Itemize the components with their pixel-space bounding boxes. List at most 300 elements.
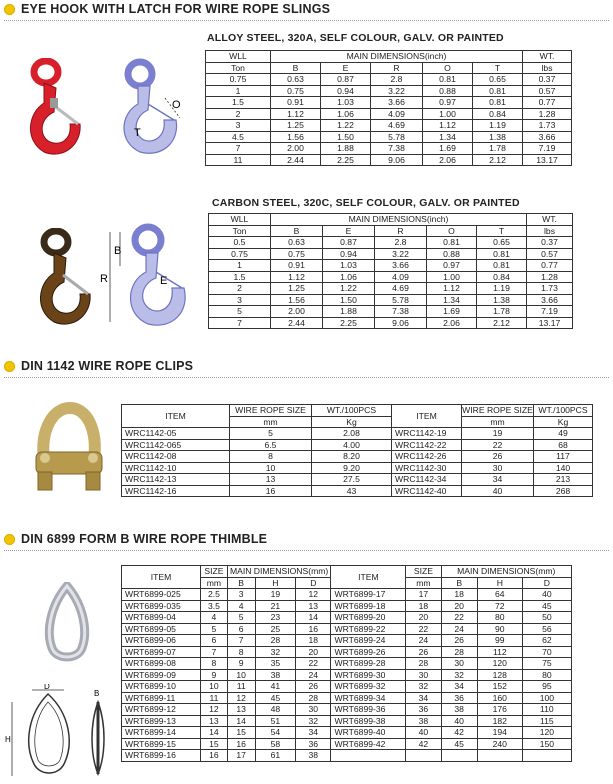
table-cell: 1.03 [321, 97, 371, 109]
header-main-dimensions: MAIN DIMENSIONS(mm) [227, 566, 331, 578]
table-cell: 1.56 [271, 294, 323, 306]
table-cell: 30 [462, 462, 534, 474]
thimble-diagram [2, 684, 114, 784]
table-cell: 32 [296, 715, 331, 727]
table-cell: WRT6899-34 [331, 692, 406, 704]
table-cell: 7.38 [371, 143, 423, 155]
table-cell: 30 [406, 669, 441, 681]
table-cell: 4 [201, 612, 228, 624]
table-cell [406, 750, 441, 762]
table-cell: 18 [406, 600, 441, 612]
table-cell: 7.38 [375, 306, 427, 318]
header-size: SIZE [201, 566, 228, 578]
header-wll: WLL [209, 214, 271, 226]
table-cell: 4 [227, 600, 255, 612]
table-cell: 6.5 [230, 439, 312, 451]
table-cell: 2.8 [375, 237, 427, 249]
table-row [122, 727, 572, 739]
thimble-photo [38, 582, 96, 664]
table-cell: 25 [255, 623, 296, 635]
table-cell: 1.38 [473, 131, 523, 143]
hook-label-o: O [172, 99, 181, 111]
table-row [209, 306, 573, 318]
table-cell: 117 [534, 451, 593, 463]
table-cell: 2.00 [271, 143, 321, 155]
table-row [209, 294, 573, 306]
table-cell: 13 [201, 715, 228, 727]
header-h: H [477, 577, 522, 589]
table-cell: 1.88 [321, 143, 371, 155]
table-cell: 72 [477, 600, 522, 612]
table-cell: 15 [227, 727, 255, 739]
table-cell: WRT6899-15 [122, 738, 201, 750]
table-cell: 1.28 [523, 108, 572, 120]
table-row [206, 97, 572, 109]
header-wll: WLL [206, 51, 271, 63]
table-cell: WRT6899-14 [122, 727, 201, 739]
section-title: DIN 6899 FORM B WIRE ROPE THIMBLE [21, 532, 268, 546]
table-cell: 0.75 [271, 248, 323, 260]
table-row [206, 74, 572, 86]
table-cell: 4.00 [312, 439, 392, 451]
table-cell: 16 [201, 750, 228, 762]
table-cell: 3 [209, 294, 271, 306]
table-cell: 68 [534, 439, 593, 451]
table-cell: 2.06 [427, 317, 477, 329]
table-cell: 45 [522, 600, 571, 612]
header-wt: WT./100PCS [534, 405, 593, 417]
table-cell: 32 [255, 646, 296, 658]
table-cell: 56 [522, 623, 571, 635]
table-cell: 40 [406, 727, 441, 739]
table-row [122, 428, 593, 440]
table-cell: 22 [462, 439, 534, 451]
table-cell: 30 [296, 704, 331, 716]
table-cell: WRT6899-32 [331, 681, 406, 693]
table-cell: 22 [406, 623, 441, 635]
table-row [209, 248, 573, 260]
table-cell: 5.78 [371, 131, 423, 143]
table-cell: 50 [522, 612, 571, 624]
table-cell: 11 [201, 692, 228, 704]
table-cell: 8 [230, 451, 312, 463]
table-cell: 0.77 [523, 97, 572, 109]
table-cell: 99 [477, 635, 522, 647]
table-cell: WRT6899-17 [331, 589, 406, 601]
table-cell: 8.20 [312, 451, 392, 463]
table-cell: 0.81 [423, 74, 473, 86]
table-cell: 3.22 [371, 85, 423, 97]
table-cell: 9 [201, 669, 228, 681]
table-cell: 20 [406, 612, 441, 624]
table-cell: 30 [441, 658, 477, 670]
header-kg: Kg [534, 416, 593, 428]
table-cell: WRT6899-07 [122, 646, 201, 658]
table-cell: 13 [227, 704, 255, 716]
header-b: B [441, 577, 477, 589]
table-cell: 10 [230, 462, 312, 474]
header-kg: Kg [312, 416, 392, 428]
table-cell: WRT6899-20 [331, 612, 406, 624]
table-cell: 0.84 [473, 108, 523, 120]
header-d: D [522, 577, 571, 589]
table-cell: 21 [255, 600, 296, 612]
table-cell: WRT6899-40 [331, 727, 406, 739]
table-row [122, 589, 572, 601]
table-cell: 1.5 [209, 271, 271, 283]
table-cell: 1.22 [323, 283, 375, 295]
table-cell: 28 [406, 658, 441, 670]
table-cell: 0.91 [271, 260, 323, 272]
table-cell: WRT6899-09 [122, 669, 201, 681]
table-cell: 70 [522, 646, 571, 658]
table-cell: 12 [296, 589, 331, 601]
table-cell: WRC1142-40 [392, 485, 462, 497]
red-hook-photo [20, 58, 92, 160]
table-cell: 0.81 [477, 248, 527, 260]
table-cell: 1.88 [323, 306, 375, 318]
table-cell: 13 [230, 474, 312, 486]
table-cell: 16 [296, 623, 331, 635]
table-cell: 2.06 [423, 154, 473, 166]
table-cell: 5 [227, 612, 255, 624]
table-cell: 43 [312, 485, 392, 497]
table-cell: 58 [255, 738, 296, 750]
table-cell: 240 [477, 738, 522, 750]
table-cell: WRT6899-10 [122, 681, 201, 693]
alloy-subtitle: ALLOY STEEL, 320A, SELF COLOUR, GALV. OR PAINTED [207, 32, 504, 44]
table-cell: 152 [477, 681, 522, 693]
table-row [206, 131, 572, 143]
header-item: ITEM [122, 566, 201, 589]
rope-clip-photo [30, 400, 108, 500]
divider [4, 377, 609, 378]
table-cell: 7.19 [527, 306, 573, 318]
table-cell: 182 [477, 715, 522, 727]
table-cell: WRT6899-05 [122, 623, 201, 635]
table-cell: 14 [296, 612, 331, 624]
table-cell: 6 [201, 635, 228, 647]
table-cell: 20 [441, 600, 477, 612]
table-cell: 1.00 [423, 108, 473, 120]
table-cell: 0.65 [477, 237, 527, 249]
bullet-icon [4, 361, 15, 372]
table-cell: 6 [227, 623, 255, 635]
table-cell: 1.38 [477, 294, 527, 306]
table-cell: 2.44 [271, 154, 321, 166]
table-cell: 28 [441, 646, 477, 658]
table-cell: 100 [522, 692, 571, 704]
table-cell: 1.34 [427, 294, 477, 306]
header-d: D [296, 577, 331, 589]
table-cell: 8 [201, 658, 228, 670]
table-cell: WRT6899-035 [122, 600, 201, 612]
header-mm: mm [406, 577, 441, 589]
table-cell: 9.06 [371, 154, 423, 166]
header-main-dimensions: MAIN DIMENSIONS(inch) [271, 51, 523, 63]
table-row [122, 738, 572, 750]
table-cell: WRT6899-18 [331, 600, 406, 612]
table-cell: 0.84 [477, 271, 527, 283]
table-cell: WRT6899-42 [331, 738, 406, 750]
table-cell: 62 [522, 635, 571, 647]
table-cell: 0.5 [209, 237, 271, 249]
header-main-dimensions: MAIN DIMENSIONS(mm) [441, 566, 571, 578]
table-cell: 11 [206, 154, 271, 166]
table-row [122, 658, 572, 670]
table-cell: 61 [255, 750, 296, 762]
table-cell: 64 [477, 589, 522, 601]
table-cell: 1.5 [206, 97, 271, 109]
table-cell: 34 [441, 681, 477, 693]
table-cell: 19 [462, 428, 534, 440]
table-cell: 120 [522, 727, 571, 739]
table-row [122, 451, 593, 463]
table-cell: 0.97 [427, 260, 477, 272]
header-t: T [477, 225, 527, 237]
table-cell: WRC1142-22 [392, 439, 462, 451]
bullet-icon [4, 534, 15, 545]
table-cell: 5 [209, 306, 271, 318]
carbon-hook-diagram [98, 222, 198, 334]
table-row [122, 439, 593, 451]
table-cell: 0.87 [323, 237, 375, 249]
table-row [209, 260, 573, 272]
header-mm: mm [201, 577, 228, 589]
table-cell: 14 [227, 715, 255, 727]
table-cell: 0.81 [473, 85, 523, 97]
table-cell: WRC1142-10 [122, 462, 230, 474]
table-cell: 1.12 [271, 108, 321, 120]
table-row [206, 143, 572, 155]
eye-hook-diagram [110, 58, 195, 158]
table-cell: WRT6899-12 [122, 704, 201, 716]
hook-label-r: R [100, 273, 108, 285]
table-cell: 18 [441, 589, 477, 601]
table-cell: 2 [206, 108, 271, 120]
table-cell: 0.94 [323, 248, 375, 260]
table-cell: 40 [522, 589, 571, 601]
table-cell: WRC1142-08 [122, 451, 230, 463]
header-ton: Ton [209, 225, 271, 237]
table-cell: 1.19 [477, 283, 527, 295]
table-cell: 0.57 [523, 85, 572, 97]
table-cell: 12 [201, 704, 228, 716]
table-cell: 80 [522, 669, 571, 681]
table-cell: 38 [441, 704, 477, 716]
hook-label-b: B [114, 245, 122, 257]
table-cell: 3.22 [375, 248, 427, 260]
table-cell: 14 [201, 727, 228, 739]
table-cell: 1.12 [427, 283, 477, 295]
table-cell: 0.81 [477, 260, 527, 272]
table-cell: 112 [477, 646, 522, 658]
table-cell: WRC1142-13 [122, 474, 230, 486]
table-cell: 28 [255, 635, 296, 647]
header-wt: WT. [527, 214, 573, 226]
table-cell: 1.06 [323, 271, 375, 283]
table-cell: 1.78 [477, 306, 527, 318]
table-cell: WRT6899-04 [122, 612, 201, 624]
table-cell: 176 [477, 704, 522, 716]
table-cell: 1.03 [323, 260, 375, 272]
clips-table [121, 404, 593, 497]
carbon-hook-photo [30, 228, 100, 333]
hook-label-e: E [160, 275, 168, 287]
table-cell: 51 [255, 715, 296, 727]
table-cell: 2.12 [473, 154, 523, 166]
table-cell: 3.66 [527, 294, 573, 306]
table-cell: 0.37 [523, 74, 572, 86]
table-cell: 2.00 [271, 306, 323, 318]
table-row [122, 474, 593, 486]
table-cell: 75 [522, 658, 571, 670]
header-lbs: lbs [523, 62, 572, 74]
table-cell: 24 [406, 635, 441, 647]
table-cell: 2.44 [271, 317, 323, 329]
divider [4, 20, 609, 21]
header-t: T [473, 62, 523, 74]
header-ton: Ton [206, 62, 271, 74]
table-cell: 20 [296, 646, 331, 658]
table-cell: 1.19 [473, 120, 523, 132]
table-cell: 34 [462, 474, 534, 486]
table-cell: 26 [441, 635, 477, 647]
table-cell: 7 [209, 317, 271, 329]
table-cell: 8 [227, 646, 255, 658]
table-row [206, 154, 572, 166]
table-cell: 1 [209, 260, 271, 272]
table-cell: 15 [201, 738, 228, 750]
table-row [122, 715, 572, 727]
table-cell: 12 [227, 692, 255, 704]
table-row [209, 237, 573, 249]
table-cell: WRT6899-11 [122, 692, 201, 704]
table-cell: 90 [477, 623, 522, 635]
table-cell: 1.34 [423, 131, 473, 143]
table-cell: WRT6899-30 [331, 669, 406, 681]
table-row [122, 692, 572, 704]
table-cell: 11 [227, 681, 255, 693]
table-cell: WRC1142-16 [122, 485, 230, 497]
table-cell: 22 [296, 658, 331, 670]
table-cell: 10 [201, 681, 228, 693]
header-e: E [323, 225, 375, 237]
table-cell: WRT6899-025 [122, 589, 201, 601]
thimble-label-h: H [5, 735, 11, 744]
header-item: ITEM [331, 566, 406, 589]
table-cell: 45 [255, 692, 296, 704]
table-row [122, 462, 593, 474]
table-cell: 3 [227, 589, 255, 601]
header-wire-rope-size: WIRE ROPE SIZE [462, 405, 533, 416]
carbon-table [208, 213, 573, 329]
table-cell: 13 [296, 600, 331, 612]
header-main-dimensions: MAIN DIMENSIONS(inch) [271, 214, 527, 226]
table-cell: 2 [209, 283, 271, 295]
table-cell: 0.75 [209, 248, 271, 260]
table-cell: 110 [522, 704, 571, 716]
table-cell: 36 [441, 692, 477, 704]
table-cell: 150 [522, 738, 571, 750]
header-mm: mm [462, 416, 534, 428]
table-cell: 32 [441, 669, 477, 681]
table-row [122, 681, 572, 693]
header-wire-rope-size: WIRE ROPE SIZE [230, 405, 312, 417]
table-cell: 1.12 [271, 271, 323, 283]
table-cell: 1 [206, 85, 271, 97]
table-cell: 2.12 [477, 317, 527, 329]
table-row [122, 612, 572, 624]
table-cell: 4.69 [371, 120, 423, 132]
table-cell: 38 [296, 750, 331, 762]
header-r: R [375, 225, 427, 237]
table-cell: 115 [522, 715, 571, 727]
table-cell: WRT6899-13 [122, 715, 201, 727]
table-cell: WRC1142-26 [392, 451, 462, 463]
table-cell: 45 [441, 738, 477, 750]
table-cell: 7 [201, 646, 228, 658]
table-cell: 3.66 [375, 260, 427, 272]
table-cell: 0.65 [473, 74, 523, 86]
table-cell: 38 [255, 669, 296, 681]
table-row [122, 623, 572, 635]
table-cell: 54 [255, 727, 296, 739]
table-cell: 1.25 [271, 120, 321, 132]
table-cell: 1.06 [321, 108, 371, 120]
table-cell: 80 [477, 612, 522, 624]
table-cell: 10 [227, 669, 255, 681]
table-cell: 0.97 [423, 97, 473, 109]
header-wt: WT./100PCS [312, 405, 392, 417]
bullet-icon [4, 4, 15, 15]
table-cell: 3.5 [201, 600, 228, 612]
table-cell: 9.20 [312, 462, 392, 474]
table-cell: 0.57 [527, 248, 573, 260]
table-cell [522, 750, 571, 762]
table-cell: 38 [406, 715, 441, 727]
header-e: E [321, 62, 371, 74]
table-cell: 2.25 [323, 317, 375, 329]
table-cell: 32 [406, 681, 441, 693]
table-cell: 34 [406, 692, 441, 704]
table-cell: WRT6899-26 [331, 646, 406, 658]
table-cell: 0.88 [427, 248, 477, 260]
table-cell: 2.08 [312, 428, 392, 440]
table-cell: 9.06 [375, 317, 427, 329]
divider [4, 550, 609, 551]
table-cell: 9 [227, 658, 255, 670]
table-cell: 0.81 [427, 237, 477, 249]
table-cell: 0.63 [271, 237, 323, 249]
table-cell: 4.5 [206, 131, 271, 143]
table-cell: 1.12 [423, 120, 473, 132]
table-row [122, 704, 572, 716]
table-cell: WRT6899-24 [331, 635, 406, 647]
table-cell: 1.22 [321, 120, 371, 132]
table-cell: 19 [255, 589, 296, 601]
header-wt: WT. [523, 51, 572, 63]
table-cell: 0.77 [527, 260, 573, 272]
table-cell: 26 [296, 681, 331, 693]
header-lbs: lbs [527, 225, 573, 237]
table-cell: 120 [477, 658, 522, 670]
table-cell: 0.91 [271, 97, 321, 109]
table-cell [331, 750, 406, 762]
table-cell: WRC1142-065 [122, 439, 230, 451]
table-cell: WRT6899-16 [122, 750, 201, 762]
hook-label-t: T [134, 127, 141, 139]
